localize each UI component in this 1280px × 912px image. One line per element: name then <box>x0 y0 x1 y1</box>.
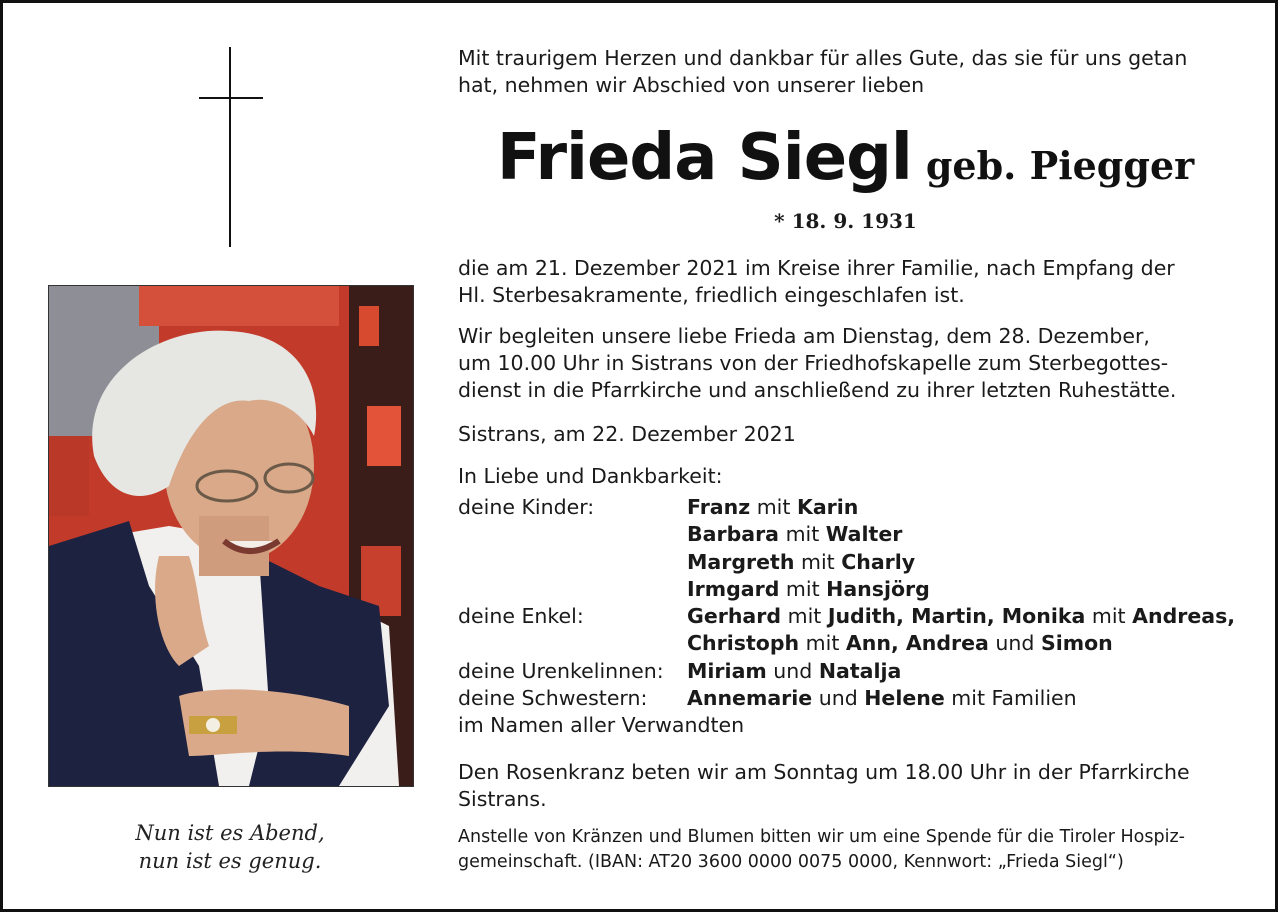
family-names: Barbara mit Walter <box>687 522 903 547</box>
deceased-name-line <box>458 121 1233 195</box>
family-row-relatives <box>458 712 1248 739</box>
rosary-line: Sistrans. <box>458 787 547 811</box>
family-row-children <box>458 494 1248 521</box>
death-line: Hl. Sterbesakramente, friedlich eingeschlafen ist. <box>458 283 965 307</box>
family-row-great-grandchildren <box>458 658 1248 685</box>
family-names: Gerhard mit Judith, Martin, Monika mit Andreas, <box>687 604 1236 629</box>
family-names: Christoph mit Ann, Andrea und Simon <box>687 631 1113 656</box>
rosary-info <box>458 759 1233 813</box>
family-row <box>458 630 1248 657</box>
intro-line: Mit traurigem Herzen und dankbar für alles Gute, das sie für uns getan <box>458 46 1188 70</box>
funeral-line: Wir begleiten unsere liebe Frieda am Dienstag, dem 28. Dezember, <box>458 324 1150 348</box>
family-row-sisters <box>458 685 1248 712</box>
family-names: Miriam und Natalja <box>687 658 902 683</box>
family-names: Annemarie und Helene mit Familien <box>687 686 1077 711</box>
funeral-line: um 10.00 Uhr in Sistrans von der Friedhofskapelle zum Sterbegottes- <box>458 351 1169 375</box>
motto <box>48 819 412 875</box>
deceased-birth-name: geb. Piegger <box>925 143 1195 188</box>
family-list <box>458 494 1248 740</box>
family-label: deine Kinder: <box>458 495 595 519</box>
donation-line: gemeinschaft. (IBAN: AT20 3600 0000 0075 0000, Kennwort: „Frieda Siegl“) <box>458 852 1124 872</box>
intro-line: hat, nehmen wir Abschied von unserer lieben <box>458 73 925 97</box>
family-label: deine Enkel: <box>458 604 584 629</box>
family-names: Franz mit Karin <box>687 495 859 519</box>
family-relatives: im Namen aller Verwandten <box>458 713 745 738</box>
family-label: deine Schwestern: <box>458 686 648 711</box>
donation-line: Anstelle von Kränzen und Blumen bitten wir um eine Spende für die Tiroler Hospiz- <box>458 827 1185 847</box>
family-names: Margreth mit Charly <box>687 549 916 574</box>
death-notice <box>458 255 1233 309</box>
portrait-photo <box>48 285 414 787</box>
family-row <box>458 549 1248 576</box>
death-line: die am 21. Dezember 2021 im Kreise ihrer Familie, nach Empfang der <box>458 256 1175 280</box>
thanks-line: In Liebe und Dankbarkeit: <box>458 464 723 488</box>
donation-info <box>458 825 1233 875</box>
family-row <box>458 521 1248 548</box>
motto-line: Nun ist es Abend, <box>135 821 325 845</box>
funeral-info <box>458 323 1233 404</box>
cross-icon <box>199 47 263 247</box>
birth-date: * 18. 9. 1931 <box>774 209 917 233</box>
deceased-name: Frieda Siegl <box>496 121 912 195</box>
family-label: deine Urenkelinnen: <box>458 658 664 683</box>
family-names: Irmgard mit Hansjörg <box>687 576 930 601</box>
place-date: Sistrans, am 22. Dezember 2021 <box>458 422 796 446</box>
funeral-line: dienst in die Pfarrkirche und anschließend zu ihrer letzten Ruhestätte. <box>458 378 1177 402</box>
family-row <box>458 576 1248 603</box>
rosary-line: Den Rosenkranz beten wir am Sonntag um 18.00 Uhr in der Pfarrkirche <box>458 760 1190 784</box>
family-row-grandchildren <box>458 603 1248 630</box>
motto-line: nun ist es genug. <box>138 849 322 873</box>
intro-text <box>458 45 1233 99</box>
